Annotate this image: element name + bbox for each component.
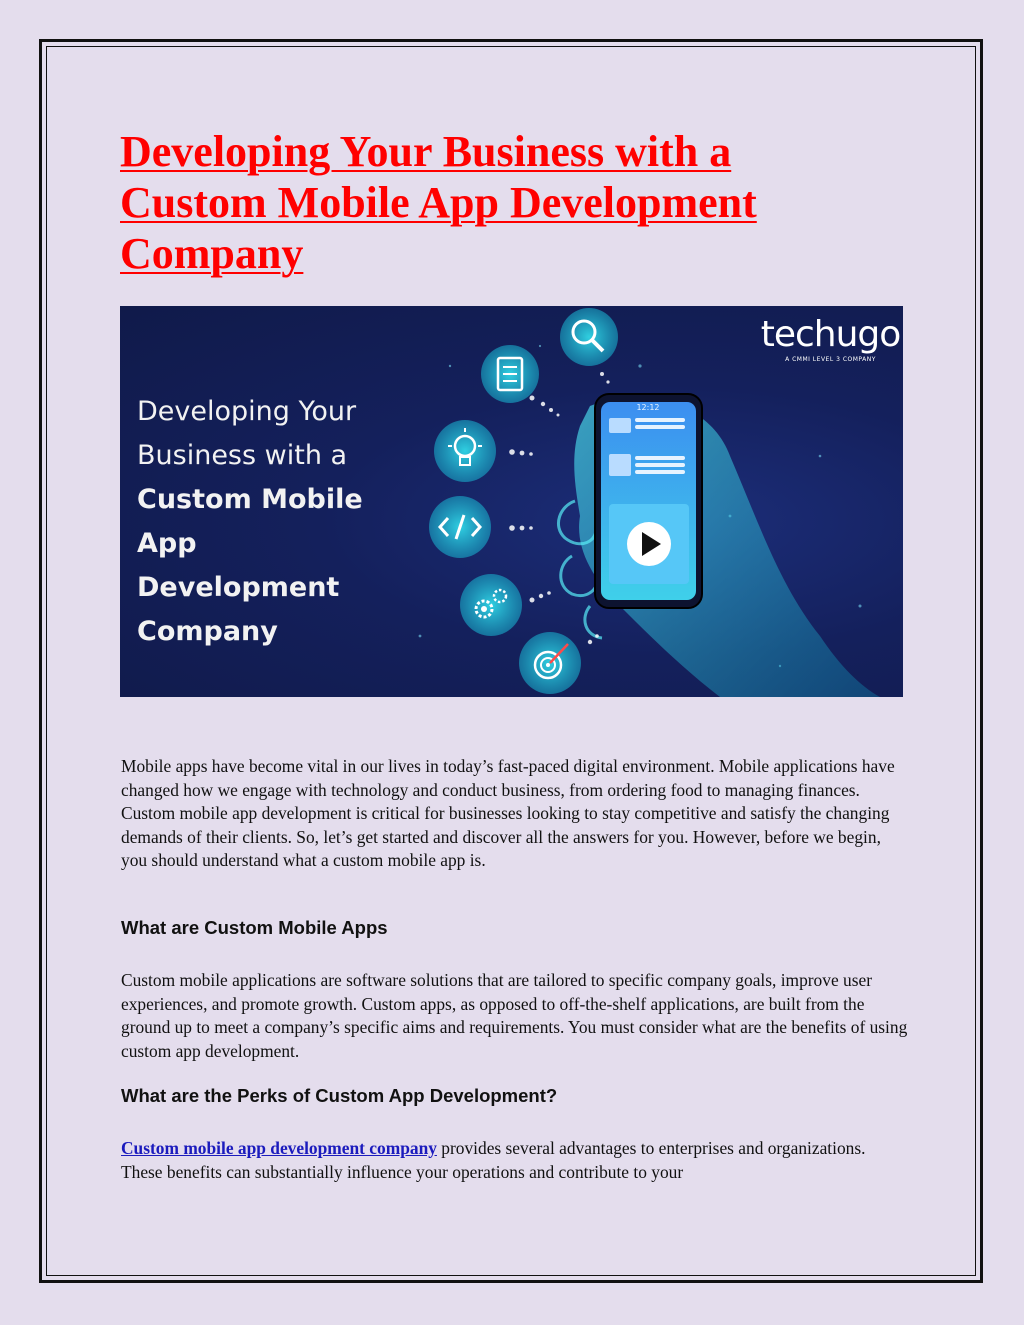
phone-time: 12:12 <box>636 403 660 412</box>
heading-perks: What are the Perks of Custom App Development? <box>121 1085 558 1106</box>
logo-tagline: A CMMI LEVEL 3 COMPANY <box>785 356 876 363</box>
banner-heading-bold-line: Custom Mobile <box>137 484 363 515</box>
logo-word: techugo <box>760 314 901 355</box>
custom-app-development-link[interactable]: Custom mobile app development company <box>121 1138 437 1158</box>
search-icon <box>560 308 618 366</box>
hero-banner <box>120 306 903 697</box>
custom-apps-paragraph: Custom mobile applications are software solutions that are tailored to specific company goals, improve user experiences, and promote growth. Custom apps, as opposed to off-the-shelf applications, are built from the ground up to meet a company’s specific aims and requirements. You must consider what are the benefits of using custom app development. <box>121 970 908 1061</box>
techugo-logo <box>758 312 903 363</box>
target-icon <box>519 632 581 694</box>
banner-heading-bold-line: Company <box>137 616 278 647</box>
gears-icon <box>460 574 522 636</box>
document-icon <box>481 345 539 403</box>
phone-illustration <box>595 394 702 608</box>
heading-custom-mobile-apps: What are Custom Mobile Apps <box>121 917 388 938</box>
intro-paragraph: Mobile apps have become vital in our lives in today’s fast-paced digital environment. Mobile applications have changed how we engage with technology and conduct business, from ordering food to managing finances. Custom mobile app development is critical for businesses looking to stay competitive and satisfy the changing demands of their clients. So, let’s get started and discover all the answers for you. However, before we begin, you should understand what a custom mobile app is. <box>121 756 895 871</box>
document-title: Developing Your Business with a Custom Mobile App Development Company <box>120 127 757 278</box>
code-icon <box>429 496 491 558</box>
banner-heading <box>137 390 427 654</box>
lightbulb-icon <box>434 420 496 482</box>
banner-heading-line: Developing Your <box>137 396 357 427</box>
banner-heading-bold-line: Development <box>137 572 340 603</box>
banner-heading-line: Business with a <box>137 440 348 471</box>
perks-paragraph <box>121 1137 911 1184</box>
banner-heading-bold-line: App <box>137 528 197 559</box>
perks-paragraph-text: provides several advantages to enterprises and organizations. These benefits can substantially influence your operations and contribute to your <box>121 1138 866 1182</box>
